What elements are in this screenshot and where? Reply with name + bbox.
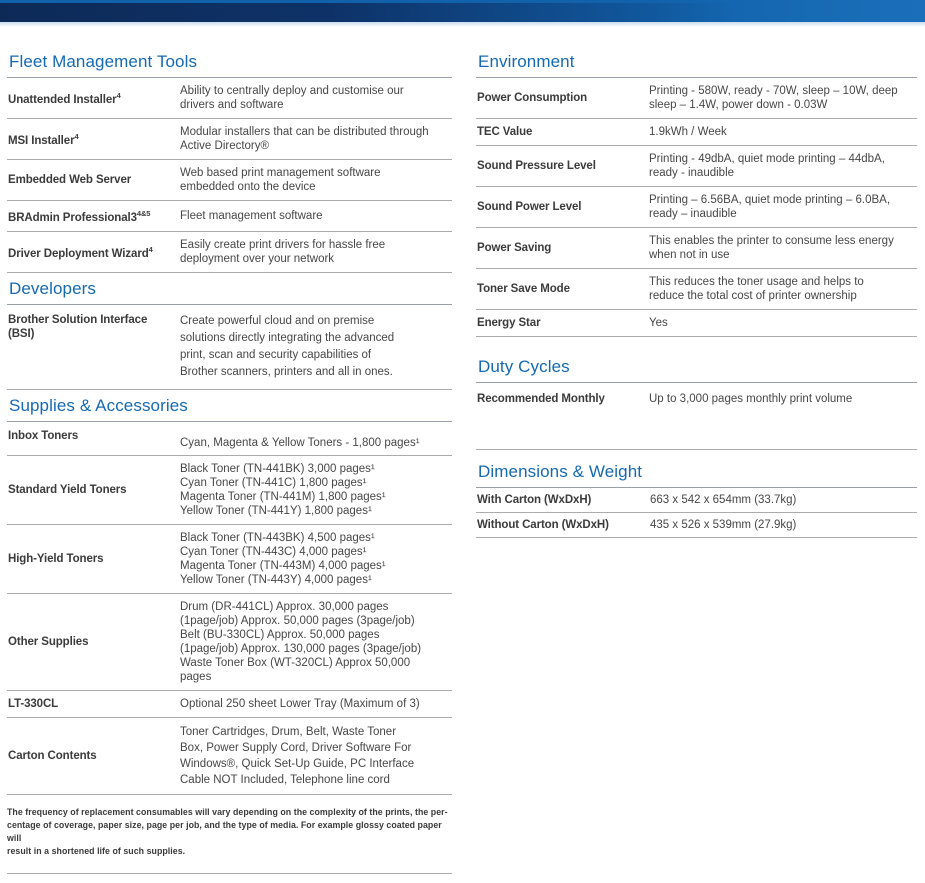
spec-label-text: BRAdmin Professional3 [8,211,137,224]
spec-label [7,593,180,690]
spec-value-line: Easily create print drivers for hassle free [180,238,386,251]
spec-label-superscript: 4&5 [136,209,151,218]
spec-label-text: Sound Pressure Level [477,160,596,172]
spec-section [7,49,452,273]
spec-label-text: Brother Solution Interface (BSI) [8,313,148,340]
spec-value [180,305,452,390]
section-title: Supplies & Accessories [7,393,452,422]
spec-label [7,717,180,794]
spec-table [476,383,917,450]
spec-section [476,459,917,538]
spec-value [649,310,917,337]
spec-value-line: Brother scanners, printers and all in ones. [180,365,393,378]
spec-label [7,160,180,201]
spec-value-line: 663 x 542 x 654mm (33.7kg) [650,493,797,506]
spec-value-line: ready - inaudible [649,167,735,179]
spec-row [7,305,452,390]
spec-value [180,231,452,272]
spec-label [476,383,649,449]
header-banner [0,0,925,27]
spec-label-text: MSI Installer [8,134,75,147]
spec-label-text: LT-330CL [8,697,59,710]
spec-label-text: Unattended Installer [8,93,117,106]
spec-row [476,187,917,228]
spec-label-text: Embedded Web Server [8,174,132,186]
spec-section [476,354,917,450]
section-title: Dimensions & Weight [476,459,917,488]
left-column [7,27,452,883]
spec-value-line: Fleet management software [180,209,323,222]
spec-row [7,593,452,690]
spec-value-line: Belt (BU-330CL) Approx. 50,000 pages [180,628,380,641]
spec-value-line: Printing – 6.56BA, quiet mode printing – 6.0BA, [649,194,891,206]
spec-value [649,383,917,449]
spec-value-line: when not in use [649,249,730,261]
header-bar-navy-gradient [0,3,735,22]
spec-value [649,269,917,310]
spec-table [476,488,917,538]
consumables-footnote: The frequency of replacement consumables will vary depending on the complexity of the prints, the per- centage of coverage, paper size, page per job, and the type of media. For example glossy coated paper will result in a shortened life of such supplies. [7,806,452,874]
spec-value-line: drivers and software [180,99,284,111]
spec-value-line: Yellow Toner (TN-443Y) 4,000 pages¹ [180,573,372,586]
spec-value-line: ready – inaudible [649,208,737,220]
spec-label-text: Recommended Monthly [477,393,605,405]
spec-label [7,455,180,524]
spec-label [7,231,180,272]
spec-value-line: solutions directly integrating the advanced [180,331,395,344]
spec-row [476,383,917,449]
spec-value-line: Up to 3,000 pages monthly print volume [649,393,853,405]
spec-label [476,78,649,119]
spec-value-line: Ability to centrally deploy and customise our [180,85,404,97]
spec-value-line: Cyan Toner (TN-441C) 1,800 pages¹ [180,476,367,489]
spec-value-line: Modular installers that can be distributed through [180,126,429,138]
spec-label [476,228,649,269]
spec-label [476,146,649,187]
spec-value [649,146,917,187]
spec-row [476,228,917,269]
spec-label-text: Carton Contents [8,749,97,762]
spec-value [180,422,452,456]
spec-label-text: Sound Power Level [477,201,582,213]
spec-label-superscript: 4 [74,132,79,142]
spec-row [476,512,917,537]
spec-value-line: Magenta Toner (TN-443M) 4,000 pages¹ [180,559,386,572]
spec-row [7,160,452,201]
spec-label-text: Inbox Toners [8,429,79,442]
spec-label [476,488,649,513]
spec-value [180,119,452,160]
spec-row [476,310,917,337]
spec-label-text: Standard Yield Toners [8,483,127,496]
spec-row [7,119,452,160]
spec-value-line: Active Directory® [180,140,269,152]
spec-section [7,276,452,390]
spec-value-line: Cable NOT Included, Telephone line cord [180,773,390,786]
spec-value-line: Windows®, Quick Set-Up Guide, PC Interface [180,757,415,770]
spec-value [180,524,452,593]
spec-label-text: Energy Star [477,317,541,329]
spec-label-text: TEC Value [477,126,533,138]
spec-label [7,119,180,160]
spec-label-superscript: 4 [148,244,153,254]
spec-value [180,593,452,690]
spec-value-line: Black Toner (TN-443BK) 4,500 pages¹ [180,531,375,544]
spec-label [7,524,180,593]
spec-value-line: Toner Cartridges, Drum, Belt, Waste Toner [180,725,397,738]
spec-value-line: deployment over your network [180,252,335,265]
spec-label [476,269,649,310]
spec-label-text: Power Consumption [477,92,588,104]
spec-row [7,231,452,272]
spec-value [649,228,917,269]
right-column [476,27,917,538]
spec-value-line: This enables the printer to consume less energy [649,235,894,247]
section-title: Duty Cycles [476,354,917,383]
spec-value-line: pages [180,670,212,683]
spec-value-line: Create powerful cloud and on premise [180,314,375,327]
spec-value [180,78,452,119]
spec-value [649,187,917,228]
spec-label-text: Driver Deployment Wizard [8,247,149,260]
spec-value-line: Magenta Toner (TN-441M) 1,800 pages¹ [180,490,386,503]
section-title: Developers [7,276,452,305]
spec-value-line: Web based print management software [180,167,381,179]
spec-value-line: Drum (DR-441CL) Approx. 30,000 pages [180,600,389,613]
spec-label-text: Power Saving [477,242,552,254]
spec-label [476,187,649,228]
spec-value-line: (1page/job) Approx. 50,000 pages (3page/job) [180,614,415,627]
spec-value [180,160,452,201]
spec-label [476,119,649,146]
spec-label [7,305,180,390]
spec-value-line: Yes [649,317,668,329]
spec-label-superscript: 4 [116,91,121,101]
spec-row [476,269,917,310]
spec-section [7,393,452,795]
spec-value [649,78,917,119]
spec-value-line: Optional 250 sheet Lower Tray (Maximum of 3) [180,697,420,710]
spec-table [7,305,452,390]
spec-row [7,201,452,232]
spec-value [649,119,917,146]
spec-row [7,690,452,717]
spec-value [649,488,917,513]
spec-label-text: High-Yield Toners [8,552,104,565]
spec-value-line: print, scan and security capabilities of [180,348,372,361]
spec-value-line: reduce the total cost of printer ownership [649,290,857,302]
spec-value [180,201,452,232]
spec-value-line: embedded onto the device [180,181,316,193]
spec-value-line: Cyan Toner (TN-443C) 4,000 pages¹ [180,545,367,558]
spec-row [7,455,452,524]
spec-label-text: Other Supplies [8,635,89,648]
spec-value-line: Box, Power Supply Cord, Driver Software For [180,741,412,754]
spec-row [7,78,452,119]
spec-label [476,310,649,337]
spec-label [7,690,180,717]
spec-row [476,488,917,513]
spec-label [476,512,649,537]
header-bar-fade [0,22,925,27]
spec-value-line: (1page/job) Approx. 130,000 pages (3page/job) [180,642,422,655]
spec-value [180,717,452,794]
spec-section [476,49,917,337]
spec-value-line: Cyan, Magenta & Yellow Toners - 1,800 pages¹ [180,436,420,449]
spec-row [476,119,917,146]
spec-value-line: Printing - 580W, ready - 70W, sleep – 10W, deep [649,85,898,97]
spec-value-line: Waste Toner Box (WT-320CL) Approx 50,000 [180,656,411,669]
spec-value-line: Printing - 49dbA, quiet mode printing – 44dbA, [649,153,885,165]
spec-table [7,422,452,795]
spec-value-line: Yellow Toner (TN-441Y) 1,800 pages¹ [180,504,372,517]
spec-row [7,422,452,456]
spec-label [7,201,180,232]
spec-value [180,690,452,717]
spec-label [7,422,180,456]
spec-table [476,78,917,337]
section-title: Environment [476,49,917,78]
spec-table [7,78,452,273]
spec-row [7,717,452,794]
spec-row [476,146,917,187]
spec-value-line: Black Toner (TN-441BK) 3,000 pages¹ [180,462,375,475]
spec-row [476,78,917,119]
spec-label-text: Toner Save Mode [477,283,570,295]
spec-value-line: 1.9kWh / Week [649,126,727,138]
spec-label-text: Without Carton (WxDxH) [477,518,609,531]
spec-label-text: With Carton (WxDxH) [477,493,592,506]
spec-value-line: sleep – 1.4W, power down - 0.03W [649,99,828,111]
section-title: Fleet Management Tools [7,49,452,78]
spec-value-line: 435 x 526 x 539mm (27.9kg) [650,518,797,531]
spec-columns [0,27,925,883]
spec-value [649,512,917,537]
spec-row [7,524,452,593]
spec-label [7,78,180,119]
spec-value-line: This reduces the toner usage and helps to [649,276,864,288]
spec-value [180,455,452,524]
